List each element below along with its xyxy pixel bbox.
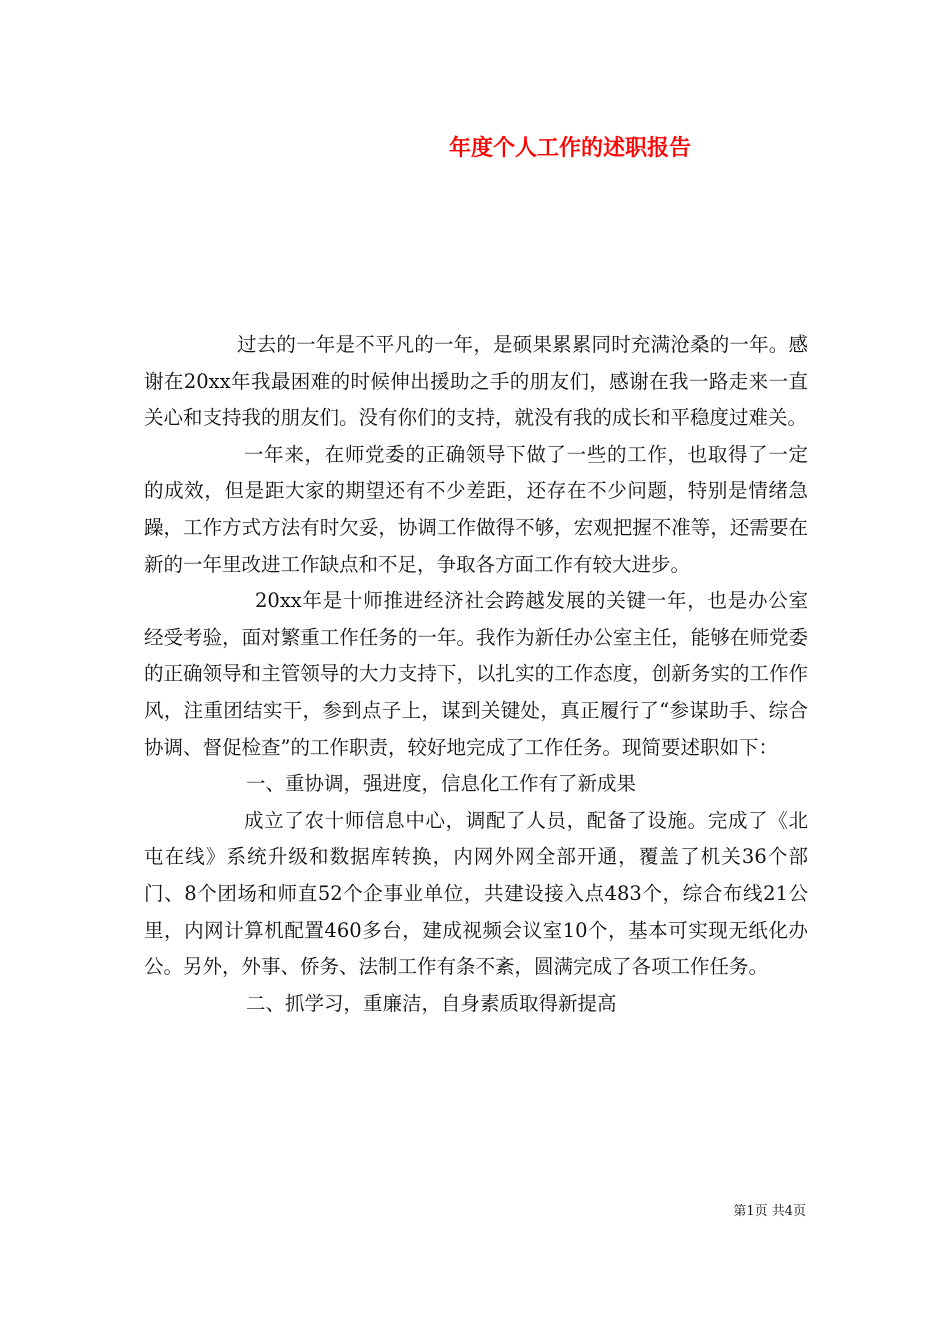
document-body [144, 327, 808, 1022]
paragraph-overview: 20xx年是十师推进经济社会跨越发展的关键一年，也是办公室经受考验，面对繁重工作任务的一年。我作为新任办公室主任，能够在师党委的正确领导和主管领导的大力支持下，以扎实的工作态度，创新务实的工作作风，注重团结实干，参到点子上，谋到关键处，真正履行了“参谋助手、综合协调、督促检查”的工作职责，较好地完成了工作任务。现简要述职如下： [144, 589, 808, 759]
document-title: 年度个人工作的述职报告 [448, 135, 691, 161]
section-heading-1: 一、重协调，强进度，信息化工作有了新成果 [246, 772, 637, 796]
section-heading-2: 二、抓学习，重廉洁，自身素质取得新提高 [246, 991, 617, 1015]
paragraph-intro: 过去的一年是不平凡的一年，是硕果累累同时充满沧桑的一年。感谢在20xx年我最困难的时候伸出援助之手的朋友们，感谢在我一路走来一直关心和支持我的朋友们。没有你们的支持，就没有我的成长和平稳度过难关。 [144, 333, 808, 430]
page-number: 第1页 共4页 [733, 1204, 806, 1219]
paragraph-section-1: 成立了农十师信息中心，调配了人员，配备了设施。完成了《北屯在线》系统升级和数据库转换，内网外网全部开通，覆盖了机关36个部门、8个团场和师直52个企事业单位，共建设接入点483个，综合布线21公里，内网计算机配置460多台，建成视频会议室10个，基本可实现无纸化办公。另外，外事、侨务、法制工作有条不紊，圆满完成了各项工作任务。 [144, 808, 808, 979]
paragraph-review: 一年来，在师党委的正确领导下做了一些的工作，也取得了一定的成效，但是距大家的期望还有不少差距，还存在不少问题，特别是情绪急躁，工作方式方法有时欠妥，协调工作做得不够，宏观把握不准等，还需要在新的一年里改进工作缺点和不足，争取各方面工作有较大进步。 [144, 442, 808, 576]
